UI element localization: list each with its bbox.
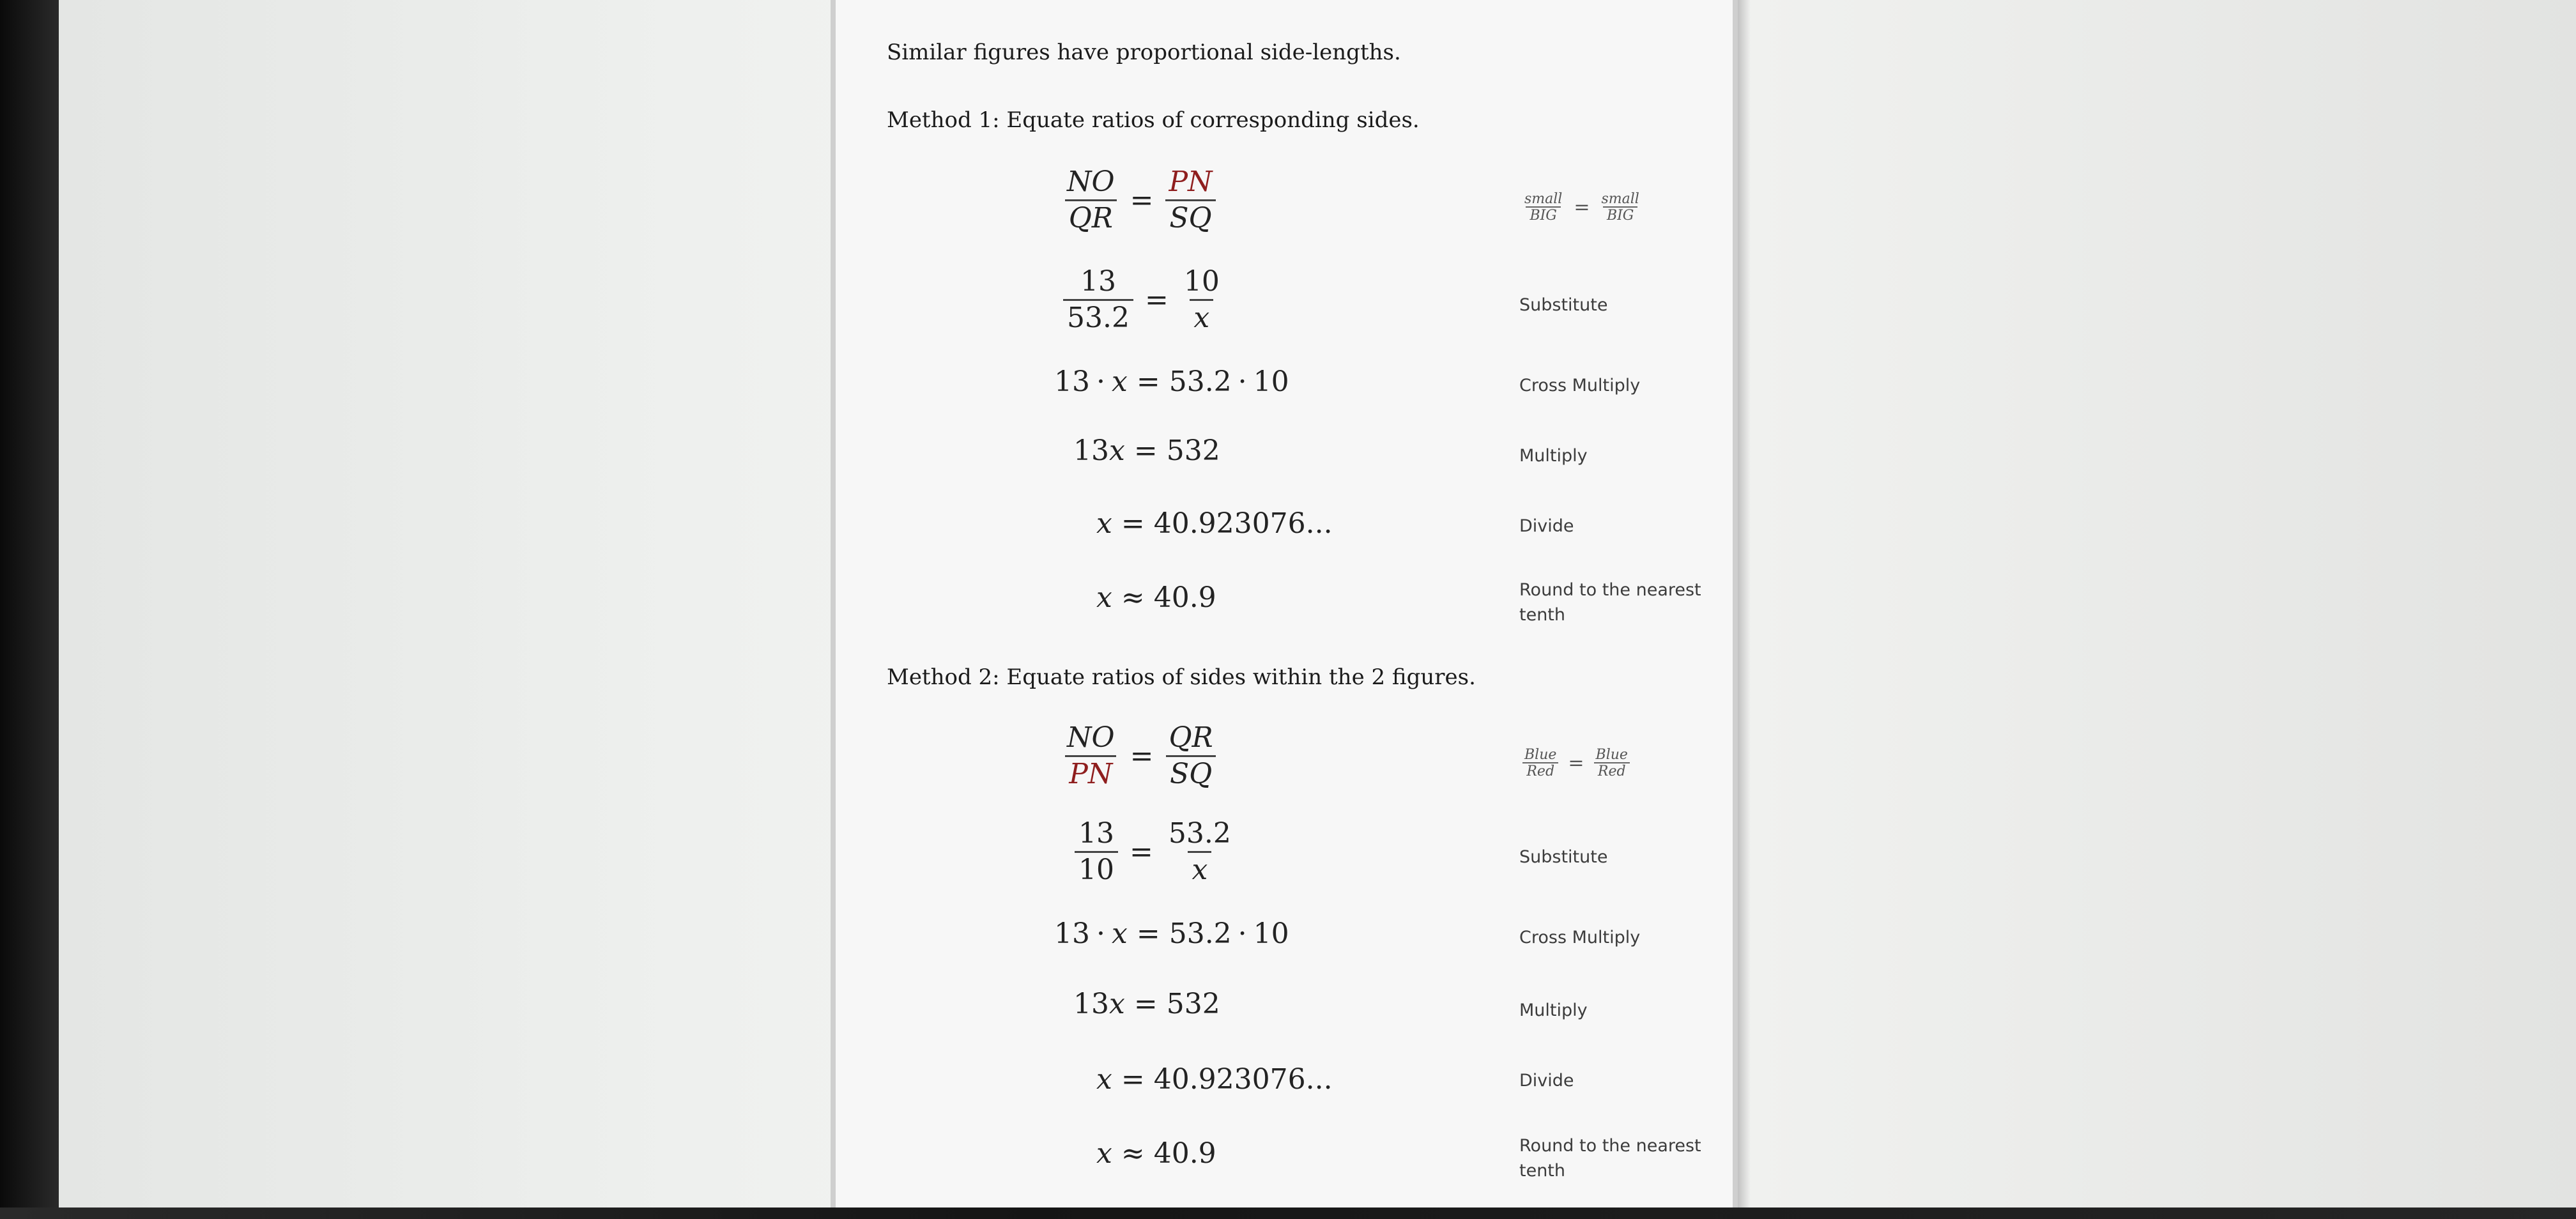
m2-rule-den-right: Red (1594, 762, 1630, 779)
m2-cross-equation (1054, 917, 1289, 950)
m2-step-divide: Divide (1519, 1071, 1574, 1091)
m2-mult-coef: 13 (1073, 988, 1109, 1020)
m2-rule-den-left: Red (1522, 762, 1558, 779)
m1-round-var: x (1096, 581, 1112, 614)
cdot-sign: · (1238, 917, 1247, 950)
m1-multiply-equation (1073, 434, 1220, 467)
m1-cross-rhs-b: 10 (1253, 365, 1289, 398)
equals-sign: = (1574, 196, 1590, 219)
m2-sub-a-den: 10 (1075, 851, 1118, 885)
m2-setup-equation (1061, 723, 1220, 789)
cdot-sign: · (1238, 365, 1247, 398)
monitor-bezel-bottom (0, 1208, 2576, 1219)
m1-sub-a-num: 13 (1080, 265, 1116, 298)
m1-setup-a-den: QR (1065, 199, 1117, 233)
m2-multiply-equation (1073, 988, 1220, 1020)
m2-round-rhs: 40.9 (1153, 1137, 1216, 1170)
m2-setup-a-num: NO (1067, 721, 1115, 754)
cdot-sign: · (1096, 365, 1105, 398)
m2-substitute-equation (1072, 819, 1238, 885)
equals-sign: = (1121, 1063, 1145, 1096)
m1-round-rhs: 40.9 (1153, 581, 1216, 614)
approx-sign: ≈ (1121, 581, 1145, 614)
cdot-sign: · (1096, 917, 1105, 950)
m1-div-rhs: 40.923076... (1153, 507, 1333, 540)
m1-substitute-equation (1061, 267, 1226, 333)
m1-cross-lhs: 13 (1054, 365, 1090, 398)
m2-step-round: Round to the nearest tenth (1519, 1136, 1701, 1181)
m2-sub-b-den: x (1188, 851, 1211, 885)
m2-round-var: x (1096, 1137, 1112, 1170)
m2-step-cross-multiply: Cross Multiply (1519, 928, 1641, 947)
m1-setup-left-fraction (1063, 167, 1119, 233)
m2-setup-right-fraction (1165, 723, 1216, 789)
m2-setup-left-fraction (1063, 723, 1119, 789)
m1-setup-b-num: PN (1169, 165, 1213, 198)
equals-sign: = (1121, 507, 1145, 540)
m2-sub-a-num: 13 (1078, 817, 1114, 850)
m2-setup-b-den: SQ (1166, 755, 1216, 789)
m1-mult-rhs: 532 (1166, 434, 1220, 467)
m2-ratio-rule (1519, 747, 1633, 779)
m2-cross-var: x (1112, 917, 1128, 950)
m2-step-multiply: Multiply (1519, 1000, 1588, 1020)
m1-step-round: Round to the nearest tenth (1519, 580, 1701, 625)
m2-rule-num-left: Blue (1524, 747, 1557, 763)
equals-sign: = (1136, 365, 1160, 398)
m1-rule-den-left: BIG (1526, 206, 1560, 223)
m2-mult-rhs: 532 (1166, 988, 1220, 1020)
m1-sub-left-fraction (1063, 267, 1133, 333)
m1-div-var: x (1096, 507, 1112, 540)
m1-step-substitute: Substitute (1519, 295, 1608, 315)
m2-sub-left-fraction (1075, 819, 1118, 885)
m1-cross-var: x (1112, 365, 1128, 398)
equals-sign: = (1130, 836, 1153, 869)
equals-sign: = (1130, 184, 1154, 217)
m1-round-equation (1096, 581, 1216, 614)
m1-sub-b-den: x (1190, 299, 1213, 333)
monitor-bezel-left (0, 0, 59, 1219)
m2-div-rhs: 40.923076... (1153, 1063, 1333, 1096)
m1-setup-equation (1061, 167, 1219, 233)
m2-rule-num-right: Blue (1595, 747, 1628, 763)
m1-cross-rhs-a: 53.2 (1169, 365, 1232, 398)
equals-sign: = (1144, 284, 1169, 317)
m1-rule-num-right: small (1601, 191, 1639, 207)
m1-step-cross-multiply: Cross Multiply (1519, 376, 1641, 395)
m1-ratio-rule (1519, 192, 1644, 223)
m2-mult-var: x (1109, 988, 1125, 1020)
m1-setup-a-num: NO (1067, 165, 1115, 198)
method-2-heading: Method 2: Equate ratios of sides within the 2 figures. (887, 664, 1476, 690)
equals-sign: = (1568, 752, 1584, 775)
m1-sub-right-fraction (1180, 267, 1223, 333)
m1-rule-den-right: BIG (1603, 206, 1637, 223)
m2-div-var: x (1096, 1063, 1112, 1096)
m1-step-divide: Divide (1519, 516, 1574, 536)
equals-sign: = (1130, 740, 1154, 773)
worked-solution-panel (831, 0, 1738, 1208)
m2-cross-rhs-b: 10 (1253, 917, 1289, 950)
m1-cross-equation (1054, 365, 1289, 398)
m1-mult-coef: 13 (1073, 434, 1109, 467)
m2-setup-b-num: QR (1169, 721, 1213, 754)
equals-sign: = (1133, 434, 1158, 467)
m2-sub-b-num: 53.2 (1168, 817, 1231, 850)
method-1-heading: Method 1: Equate ratios of corresponding sides. (887, 107, 1420, 133)
m1-divide-equation (1096, 507, 1333, 540)
m2-cross-lhs: 13 (1054, 917, 1090, 950)
m2-divide-equation (1096, 1063, 1333, 1096)
m2-cross-rhs-a: 53.2 (1169, 917, 1232, 950)
panel-shadow (1738, 0, 1751, 1208)
m1-sub-b-num: 10 (1183, 265, 1220, 298)
m1-step-multiply: Multiply (1519, 446, 1588, 466)
equals-sign: = (1133, 988, 1158, 1020)
m1-setup-b-den: SQ (1165, 199, 1215, 233)
equals-sign: = (1136, 917, 1160, 950)
m1-setup-right-fraction (1165, 167, 1216, 233)
intro-text: Similar figures have proportional side-lengths. (887, 40, 1401, 65)
m1-mult-var: x (1109, 434, 1125, 467)
m2-setup-a-den: PN (1065, 755, 1116, 789)
m1-sub-a-den: 53.2 (1063, 299, 1133, 333)
m2-sub-right-fraction (1165, 819, 1235, 885)
m2-round-equation (1096, 1137, 1216, 1170)
approx-sign: ≈ (1121, 1137, 1145, 1170)
m2-step-substitute: Substitute (1519, 847, 1608, 867)
m1-rule-num-left: small (1524, 191, 1563, 207)
